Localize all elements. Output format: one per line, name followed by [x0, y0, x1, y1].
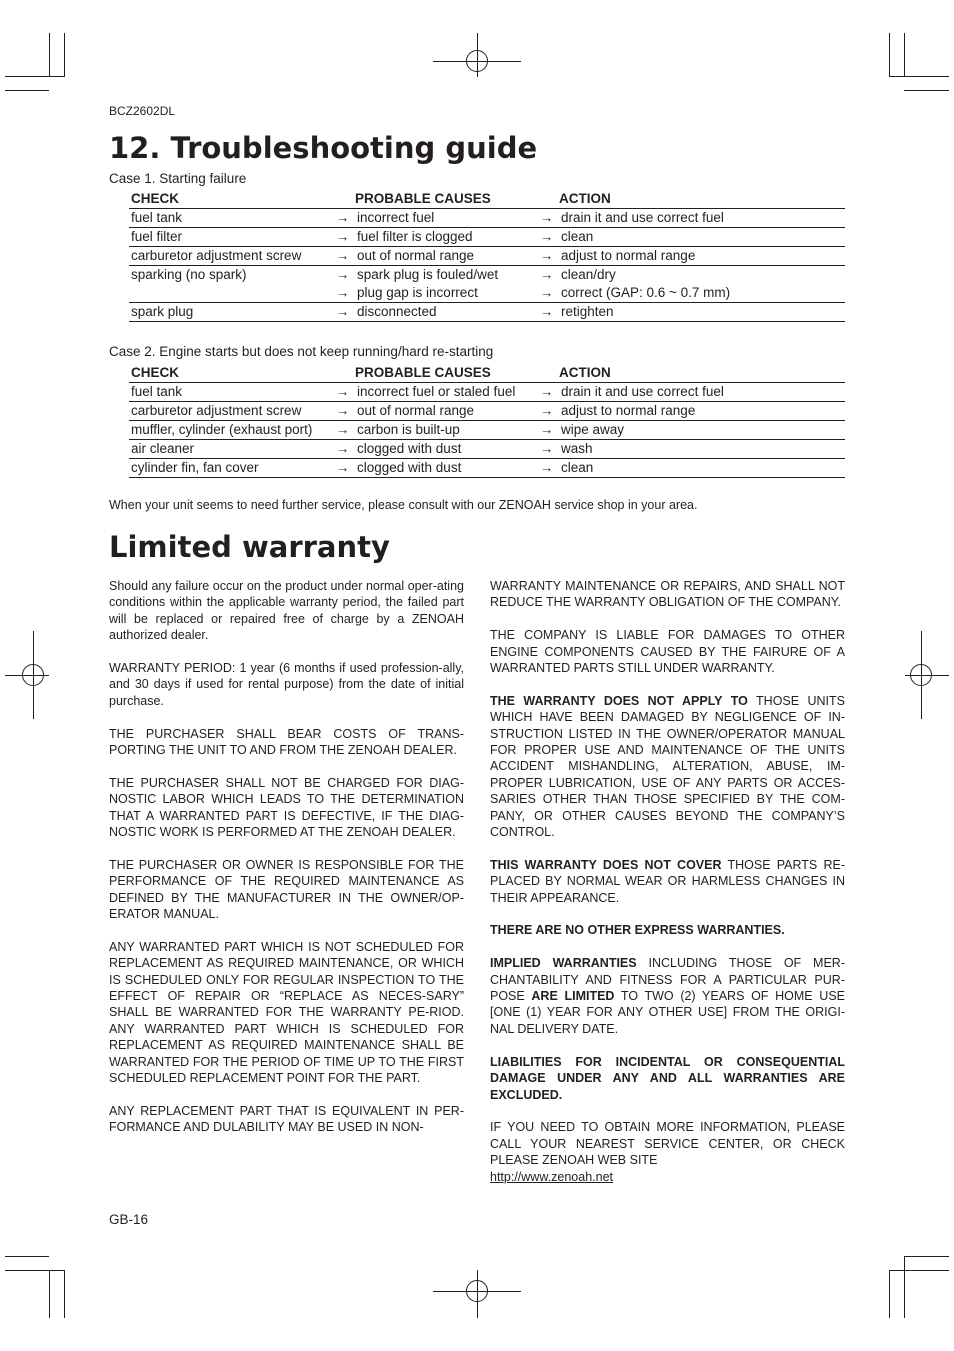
- arrow-icon: →: [534, 284, 559, 303]
- warranty-paragraph: Should any failure occur on the product under normal oper-ating conditions within the applicable warranty period, the failed part will be replaced or repaired free of charge by a ZENOAH authorized dealer.: [109, 579, 464, 643]
- table-row: [129, 284, 845, 303]
- warranty-period-text: 1 year (6 months if used profession-ally, and 30 days if used for rental purpose) from the date of initial purchase.: [109, 661, 464, 708]
- action-cell: wipe away: [559, 421, 845, 440]
- not-cover-heading: THIS WARRANTY DOES NOT COVER: [490, 857, 722, 872]
- are-limited: ARE LIMITED: [531, 989, 615, 1004]
- arrow-icon: →: [330, 228, 355, 247]
- action-cell: drain it and use correct fuel: [559, 209, 845, 228]
- warranty-paragraph: THE PURCHASER SHALL NOT BE CHARGED FOR DIAG-NOSTIC LABOR WHICH LEADS TO THE DETERMINATION THAT A WARRANTED PART IS DEFECTIVE, IF THE DIAG-NOSTIC WORK IS PERFORMED AT THE ZENOAH DEALER.: [109, 775, 464, 840]
- cause-cell: incorrect fuel: [355, 209, 534, 228]
- table-header-row: [129, 190, 845, 209]
- warranty-left-column: [109, 578, 464, 1152]
- action-cell: adjust to normal range: [559, 402, 845, 421]
- implied-heading: IMPLIED WARRANTIES: [490, 956, 637, 971]
- warranty-period-paragraph: [109, 660, 464, 709]
- warranty-paragraph: WARRANTY MAINTENANCE OR REPAIRS, AND SHALL NOT REDUCE THE WARRANTY OBLIGATION OF THE COMPANY.: [490, 579, 845, 610]
- table-row: [129, 459, 845, 478]
- check-cell: fuel tank: [129, 209, 330, 228]
- action-cell: wash: [559, 440, 845, 459]
- page-number: GB-16: [109, 1212, 149, 1227]
- action-cell: correct (GAP: 0.6 ~ 0.7 mm): [559, 284, 845, 303]
- action-cell: retighten: [559, 303, 845, 322]
- exclusions-heading: THE WARRANTY DOES NOT APPLY TO: [490, 693, 748, 708]
- implied-text-2: TO TWO (2) YEARS OF HOME USE [ONE (1) YEAR FOR ANY OTHER USE] FROM THE ORIGI-NAL DELIVERY DATE.: [490, 989, 845, 1036]
- more-info-paragraph: IF YOU NEED TO OBTAIN MORE INFORMATION, PLEASE CALL YOUR NEAREST SERVICE CENTER, OR CHECK PLEASE ZENOAH WEB SITE: [490, 1120, 845, 1168]
- cause-cell: carbon is built-up: [355, 421, 534, 440]
- check-cell: cylinder fin, fan cover: [129, 459, 330, 478]
- cause-cell: out of normal range: [355, 402, 534, 421]
- arrow-icon: →: [330, 459, 355, 478]
- not-cover-text: THOSE PARTS RE-PLACED BY NORMAL WEAR OR HARMLESS CHANGES IN THEIR APPEARANCE.: [490, 857, 845, 905]
- table-row: [129, 247, 845, 266]
- arrow-icon: →: [330, 440, 355, 459]
- table-row: [129, 228, 845, 247]
- action-cell: adjust to normal range: [559, 247, 845, 266]
- arrow-icon: →: [330, 247, 355, 266]
- warranty-paragraph: ANY WARRANTED PART WHICH IS NOT SCHEDULED FOR REPLACEMENT AS REQUIRED MAINTENANCE, OR WHICH IS SCHEDULED ONLY FOR REGULAR INSPECTION TO THE EFFECT OF REPAIR OR “REPLACE AS NECES-SARY” SHALL BE WARRANTED FOR THE WARRANTY PE-RIOD. ANY WARRANTED PART WHICH IS SCHEDULED FOR REPLACEMENT AS REQUIRED MAINTENANCE SHALL BE WARRANTED FOR THE PERIOD OF TIME UP TO THE FIRST SCHEDULED REPLACEMENT POINT FOR THE PART.: [109, 939, 464, 1086]
- cause-cell: clogged with dust: [355, 459, 534, 478]
- arrow-icon: →: [330, 284, 355, 303]
- arrow-icon: →: [534, 459, 559, 478]
- warranty-title: Limited warranty: [109, 530, 390, 564]
- table-row: [129, 209, 845, 228]
- arrow-icon: →: [534, 440, 559, 459]
- arrow-icon: →: [534, 303, 559, 322]
- causes-header: PROBABLE CAUSES: [355, 364, 534, 383]
- service-note: When your unit seems to need further service, please consult with our ZENOAH service shop in your area.: [109, 498, 698, 512]
- cause-cell: plug gap is incorrect: [355, 284, 534, 303]
- warranty-paragraph: THE COMPANY IS LIABLE FOR DAMAGES TO OTHER ENGINE COMPONENTS CAUSED BY THE FAIRURE OF A WARRANTED PARTS STILL UNDER WARRANTY.: [490, 628, 845, 676]
- warranty-paragraph: ANY REPLACEMENT PART THAT IS EQUIVALENT IN PER-FORMANCE AND DULABILITY MAY BE USED IN NON-: [109, 1103, 464, 1135]
- table-row: [129, 303, 845, 322]
- warranty-period-label: WARRANTY PERIOD:: [109, 661, 236, 676]
- case2-table: [129, 364, 845, 478]
- check-header: CHECK: [129, 190, 330, 209]
- check-cell: spark plug: [129, 303, 330, 322]
- warranty-paragraph: THE PURCHASER OR OWNER IS RESPONSIBLE FOR THE PERFORMANCE OF THE REQUIRED MAINTENANCE AS DEFINED BY THE MANUFACTURER IN THE OWNER/OP-ERATOR MANUAL.: [109, 857, 464, 922]
- implied-warranties-paragraph: [490, 955, 845, 1037]
- action-cell: clean: [559, 459, 845, 478]
- warranty-exclusions-paragraph: [490, 693, 845, 841]
- arrow-icon: →: [330, 209, 355, 228]
- arrow-icon: →: [534, 247, 559, 266]
- arrow-icon: →: [330, 421, 355, 440]
- arrow-icon: →: [534, 209, 559, 228]
- cause-cell: incorrect fuel or staled fuel: [355, 383, 534, 402]
- action-cell: drain it and use correct fuel: [559, 383, 845, 402]
- case1-label: Case 1. Starting failure: [109, 171, 247, 186]
- troubleshooting-title: 12. Troubleshooting guide: [109, 131, 538, 165]
- check-cell: air cleaner: [129, 440, 330, 459]
- cause-cell: clogged with dust: [355, 440, 534, 459]
- check-cell: [129, 284, 330, 303]
- check-header: CHECK: [129, 364, 330, 383]
- arrow-icon: →: [330, 303, 355, 322]
- causes-header: PROBABLE CAUSES: [355, 190, 534, 209]
- arrow-icon: →: [534, 383, 559, 402]
- warranty-right-column: [490, 578, 845, 1185]
- action-header: ACTION: [559, 190, 845, 209]
- arrow-icon: →: [539, 267, 554, 282]
- check-cell: muffler, cylinder (exhaust port): [129, 421, 330, 440]
- warranty-paragraph: THE PURCHASER SHALL BEAR COSTS OF TRANS-PORTING THE UNIT TO AND FROM THE ZENOAH DEALER.: [109, 726, 464, 758]
- table-row: [129, 440, 845, 459]
- action-header: ACTION: [559, 364, 845, 383]
- implied-text-1: INCLUDING THOSE OF MER-CHANTABILITY AND FITNESS FOR A PARTICULAR PUR-POSE: [490, 956, 846, 1004]
- check-cell: carburetor adjustment screw: [129, 247, 330, 266]
- arrow-icon: →: [534, 228, 559, 247]
- arrow-icon: →: [534, 402, 559, 421]
- table-row: [129, 421, 845, 440]
- model-code: BCZ2602DL: [109, 104, 176, 118]
- liabilities-excluded: LIABILITIES FOR INCIDENTAL OR CONSEQUENTIAL DAMAGE UNDER ANY AND ALL WARRANTIES ARE EXCLUDED.: [490, 1054, 845, 1102]
- check-cell: carburetor adjustment screw: [129, 402, 330, 421]
- table-row: [129, 402, 845, 421]
- cause-cell: fuel filter is clogged: [355, 228, 534, 247]
- action-cell: clean: [559, 228, 845, 247]
- cause-cell: spark plug is fouled/wet: [357, 267, 499, 282]
- case1-table: [129, 190, 845, 322]
- arrow-icon: →: [335, 267, 350, 282]
- arrow-icon: →: [330, 383, 355, 402]
- check-cell: sparking (no spark): [131, 267, 247, 282]
- table-header-row: [129, 364, 845, 383]
- check-cell: fuel tank: [129, 383, 330, 402]
- arrow-icon: →: [534, 421, 559, 440]
- warranty-wear-paragraph: [490, 857, 845, 906]
- table-row: [129, 383, 845, 402]
- zenoah-website-link[interactable]: http://www.zenoah.net: [490, 1169, 613, 1184]
- no-express-warranties: THERE ARE NO OTHER EXPRESS WARRANTIES.: [490, 923, 785, 938]
- arrow-icon: →: [330, 402, 355, 421]
- action-cell: clean/dry: [561, 267, 616, 282]
- exclusions-text: THOSE UNITS WHICH HAVE BEEN DAMAGED BY NEGLIGENCE OF IN-STRUCTION LISTED IN THE OWNER/OPERATOR MANUAL FOR PROPER USE AND MAINTENANCE OF THE UNITS ACCIDENT MISHANDLING, ALTERATION, ABUSE, IM-PROPER LUBRICATION, USE OF ANY PARTS OR ACCES-SARIES OTHER THAN THOSE SPECIFIED BY THE COM-PANY, OR OTHER CAUSES BEYOND THE COMPANY’S CONTROL.: [490, 693, 846, 840]
- table-row: [129, 266, 845, 285]
- case2-label: Case 2. Engine starts but does not keep running/hard re-starting: [109, 344, 494, 359]
- check-cell: fuel filter: [129, 228, 330, 247]
- cause-cell: disconnected: [355, 303, 534, 322]
- cause-cell: out of normal range: [355, 247, 534, 266]
